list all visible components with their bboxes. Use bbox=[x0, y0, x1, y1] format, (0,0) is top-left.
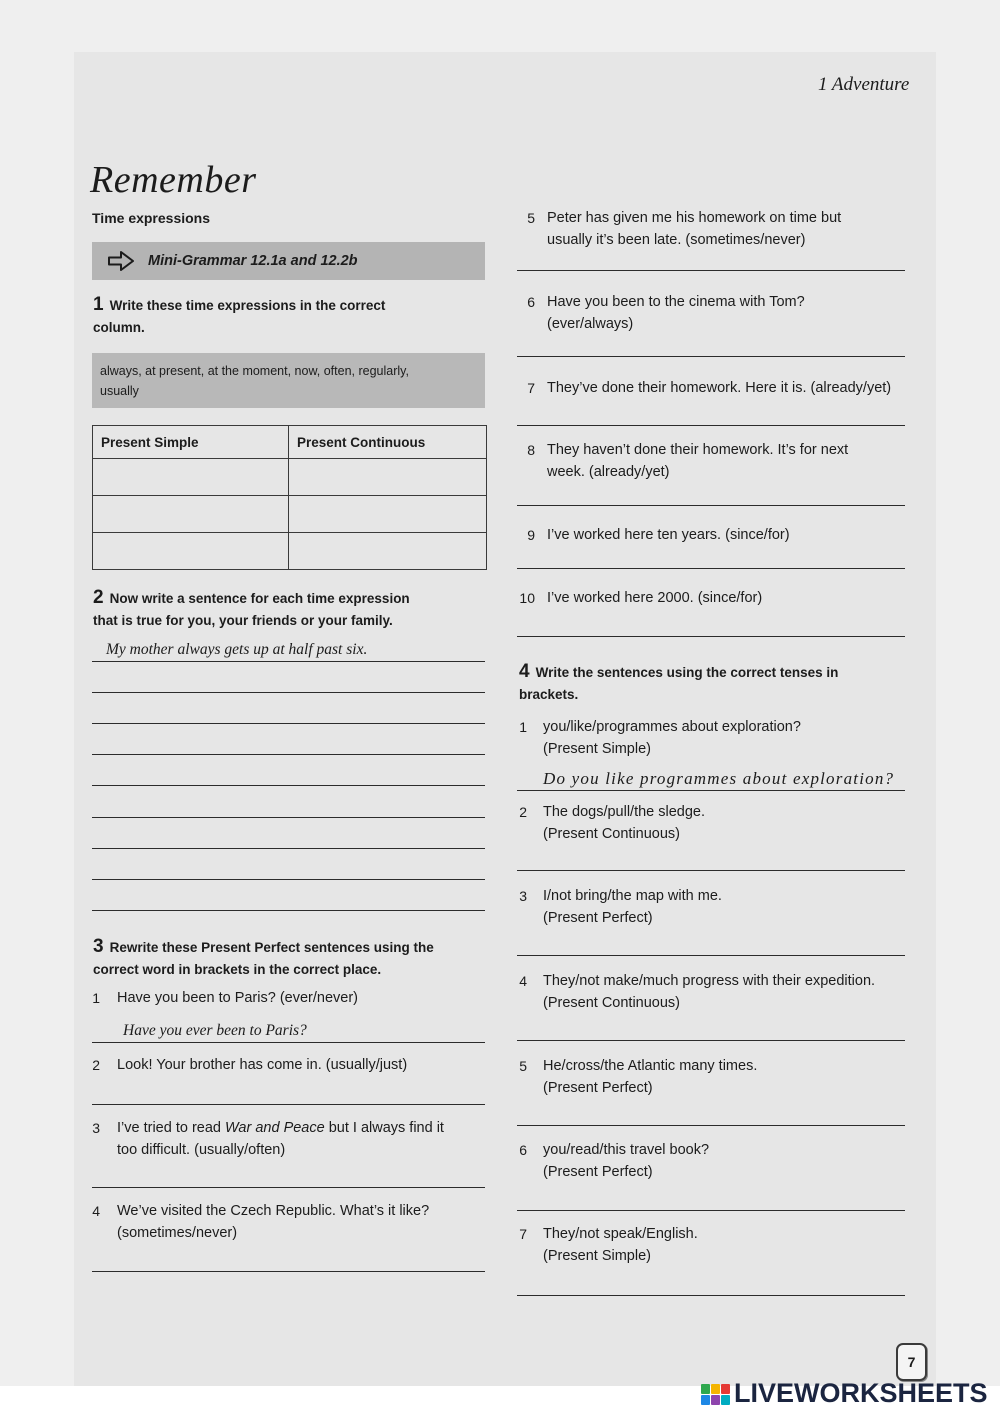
item-number: 7 bbox=[527, 380, 535, 396]
item-number: 8 bbox=[527, 442, 535, 458]
item-prompt: I’ve worked here ten years. (since/for) bbox=[547, 527, 790, 543]
answer-line[interactable] bbox=[92, 671, 485, 693]
answer-line[interactable] bbox=[517, 1019, 905, 1041]
item-prompt: Have you been to Paris? (ever/never) bbox=[117, 990, 358, 1006]
answer-line[interactable] bbox=[517, 934, 905, 956]
example-answer: Do you like programmes about exploration? bbox=[517, 768, 905, 791]
word-box: always, at present, at the moment, now, often, regularly, usually bbox=[92, 353, 485, 408]
book-title: War and Peace bbox=[225, 1120, 325, 1136]
item-number: 2 bbox=[519, 804, 527, 820]
exercise4-heading bbox=[519, 661, 838, 706]
exercise3-item-4 bbox=[86, 1200, 429, 1244]
answer-line[interactable] bbox=[517, 335, 905, 357]
item-number: 5 bbox=[519, 1058, 527, 1074]
item-prompt-start: I’ve tried to read bbox=[117, 1120, 225, 1136]
time-expressions-table bbox=[92, 425, 487, 570]
exercise2-heading bbox=[93, 587, 410, 632]
exercise3-item-8 bbox=[509, 439, 848, 483]
answer-line[interactable] bbox=[92, 796, 485, 818]
exercise4-item-2 bbox=[509, 801, 705, 845]
answer-line[interactable] bbox=[517, 547, 905, 569]
table-cell-present-continuous[interactable] bbox=[289, 533, 487, 570]
logo-tile bbox=[711, 1384, 720, 1394]
answer-line[interactable] bbox=[92, 858, 485, 880]
item-prompt: The dogs/pull/the sledge. (Present Continuous) bbox=[543, 804, 706, 842]
item-prompt: Have you been to the cinema with Tom? (ever/always) bbox=[547, 294, 805, 332]
item-prompt: you/read/this travel book? (Present Perfect) bbox=[543, 1142, 710, 1180]
answer-line[interactable] bbox=[92, 1083, 485, 1105]
exercise4-item-6 bbox=[509, 1139, 709, 1183]
logo-tile bbox=[721, 1395, 730, 1405]
answer-line[interactable] bbox=[92, 1166, 485, 1188]
answer-line[interactable] bbox=[517, 1189, 905, 1211]
exercise-number: 2 bbox=[93, 587, 104, 608]
item-prompt: They haven’t done their homework. It’s for next week. (already/yet) bbox=[547, 442, 849, 480]
exercise3-item-2 bbox=[86, 1054, 407, 1076]
table-cell-present-simple[interactable] bbox=[93, 496, 289, 533]
item-prompt: He/cross/the Atlantic many times. (Present Perfect) bbox=[543, 1058, 758, 1096]
item-number: 3 bbox=[519, 888, 527, 904]
item-prompt: I/not bring/the map with me. (Present Perfect) bbox=[543, 888, 722, 926]
exercise3-item-3 bbox=[86, 1117, 444, 1161]
item-prompt: We’ve visited the Czech Republic. What’s it like? (sometimes/never) bbox=[117, 1203, 430, 1241]
item-prompt: you/like/programmes about exploration? (Present Simple) bbox=[543, 719, 801, 757]
item-number: 1 bbox=[519, 719, 527, 735]
table-cell-present-simple[interactable] bbox=[93, 533, 289, 570]
answer-line[interactable] bbox=[517, 615, 905, 637]
exercise-instruction: Now write a sentence for each time expression that is true for you, your friends or your family. bbox=[93, 591, 410, 628]
exercise4-item-7 bbox=[509, 1223, 698, 1267]
exercise3-item-5 bbox=[509, 207, 841, 251]
exercise3-item-6 bbox=[509, 291, 805, 335]
exercise4-item-4 bbox=[509, 970, 875, 1014]
answer-line[interactable] bbox=[92, 1250, 485, 1272]
item-prompt: I’ve worked here 2000. (since/for) bbox=[547, 590, 763, 606]
item-number: 9 bbox=[527, 527, 535, 543]
example-answer: My mother always gets up at half past six. bbox=[92, 639, 485, 662]
exercise-instruction: Write these time expressions in the correct column. bbox=[93, 298, 386, 335]
item-number: 4 bbox=[519, 973, 527, 989]
answer-line[interactable] bbox=[92, 827, 485, 849]
exercise3-item-1 bbox=[86, 987, 358, 1009]
item-number: 4 bbox=[92, 1203, 100, 1219]
logo-tile bbox=[721, 1384, 730, 1394]
exercise-number: 3 bbox=[93, 936, 104, 957]
exercise3-heading bbox=[93, 936, 434, 981]
table-header-row bbox=[93, 426, 487, 459]
example-answer: Have you ever been to Paris? bbox=[92, 1020, 485, 1043]
item-prompt: They/not make/much progress with their expedition. (Present Continuous) bbox=[543, 973, 876, 1011]
item-number: 2 bbox=[92, 1057, 100, 1073]
liveworksheets-logo-text[interactable]: LIVEWORKSHEETS bbox=[734, 1378, 988, 1408]
item-number: 6 bbox=[519, 1142, 527, 1158]
table-cell-present-continuous[interactable] bbox=[289, 459, 487, 496]
exercise3-item-10 bbox=[509, 587, 762, 609]
answer-line[interactable] bbox=[92, 764, 485, 786]
logo-tile bbox=[711, 1395, 720, 1405]
answer-line[interactable] bbox=[92, 702, 485, 724]
item-number: 10 bbox=[519, 590, 535, 606]
exercise3-item-7 bbox=[509, 377, 891, 399]
exercise-number: 4 bbox=[519, 661, 530, 682]
item-prompt: Peter has given me his homework on time but usually it’s been late. (sometimes/never) bbox=[547, 210, 842, 248]
item-number: 1 bbox=[92, 990, 100, 1006]
exercise3-item-9 bbox=[509, 524, 790, 546]
table-cell-present-simple[interactable] bbox=[93, 459, 289, 496]
arrow-right-icon bbox=[107, 250, 135, 272]
mini-grammar-reference: Mini-Grammar 12.1a and 12.2b bbox=[148, 253, 358, 269]
column-header-present-simple: Present Simple bbox=[93, 426, 289, 459]
answer-line[interactable] bbox=[92, 889, 485, 911]
answer-line[interactable] bbox=[517, 1274, 905, 1296]
exercise1-heading bbox=[93, 294, 385, 339]
item-prompt: Look! Your brother has come in. (usually/just) bbox=[117, 1057, 408, 1073]
exercise4-item-1 bbox=[509, 716, 801, 760]
answer-line[interactable] bbox=[517, 484, 905, 506]
answer-line[interactable] bbox=[517, 849, 905, 871]
answer-line[interactable] bbox=[517, 404, 905, 426]
logo-tile bbox=[701, 1384, 710, 1394]
item-number: 3 bbox=[92, 1120, 100, 1136]
item-number: 6 bbox=[527, 294, 535, 310]
section-title: Time expressions bbox=[92, 210, 211, 226]
table-cell-present-continuous[interactable] bbox=[289, 496, 487, 533]
table-row bbox=[93, 459, 487, 496]
item-prompt: They’ve done their homework. Here it is. (already/yet) bbox=[547, 380, 892, 396]
exercise4-item-5 bbox=[509, 1055, 757, 1099]
exercise-number: 1 bbox=[93, 294, 104, 315]
table-row bbox=[93, 533, 487, 570]
unit-title: 1 Adventure bbox=[818, 74, 910, 95]
item-prompt: They/not speak/English. (Present Simple) bbox=[543, 1226, 698, 1264]
remember-title: Remember bbox=[90, 159, 257, 201]
table-row bbox=[93, 496, 487, 533]
item-number: 5 bbox=[527, 210, 535, 226]
logo-tile bbox=[701, 1395, 710, 1405]
column-header-present-continuous: Present Continuous bbox=[289, 426, 487, 459]
item-prompt-end: but I always find it too difficult. (usually/often) bbox=[117, 1120, 444, 1158]
item-number: 7 bbox=[519, 1226, 527, 1242]
liveworksheets-logo-icon bbox=[701, 1384, 731, 1406]
answer-line[interactable] bbox=[517, 1104, 905, 1126]
exercise-instruction: Write the sentences using the correct tenses in brackets. bbox=[519, 665, 839, 702]
answer-line[interactable] bbox=[92, 733, 485, 755]
item-prompt bbox=[117, 1117, 444, 1161]
page-number: 7 bbox=[896, 1343, 927, 1381]
answer-line[interactable] bbox=[517, 249, 905, 271]
exercise4-item-3 bbox=[509, 885, 722, 929]
exercise-instruction: Rewrite these Present Perfect sentences using the correct word in brackets in the correct place. bbox=[93, 940, 434, 977]
